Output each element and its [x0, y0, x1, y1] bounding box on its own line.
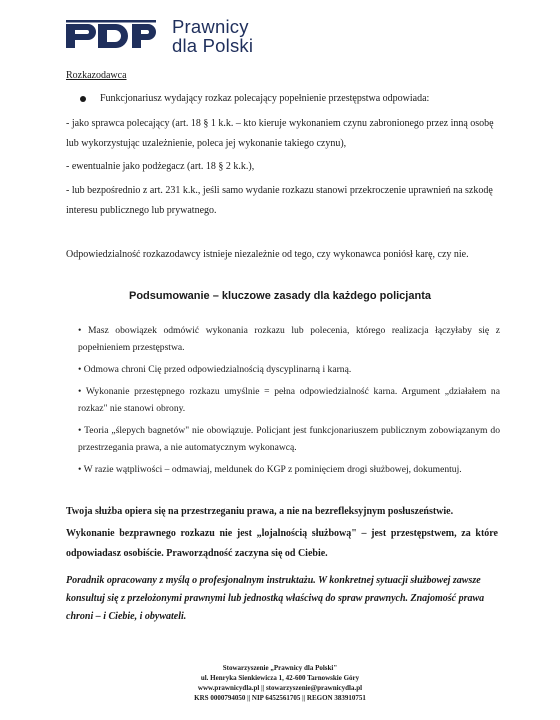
- rules-list: [78, 322, 500, 483]
- brand-name-line1: Prawnicy: [172, 16, 249, 37]
- paragraph-sprawca: - jako sprawca polecający (art. 18 § 1 k.k. – kto kieruje wykonaniem czynu zabronionego przez inną osobę lub wykorzystując uzależnienie, poleca jej wykonanie takiego czynu),: [66, 118, 494, 149]
- summary-title: Podsumowanie – kluczowe zasady dla każdego policjanta: [129, 290, 431, 302]
- footer-registry: KRS 0000794050 || NIP 6452561705 || REGON 383910751: [194, 694, 366, 702]
- rule-item: • Odmowa chroni Cię przed odpowiedzialnością dyscyplinarną i karną.: [78, 364, 352, 375]
- footer-org-name: Stowarzyszenie „Prawnicy dla Polski": [222, 664, 338, 672]
- rule-item: • W razie wątpliwości – odmawiaj, meldunek do KGP z pominięciem drogi służbowej, dokumentuj.: [78, 464, 462, 475]
- brand-name: [172, 17, 253, 55]
- conclusion-line2: Wykonanie bezprawnego rozkazu nie jest „lojalnością służbową" – jest przestępstwem, za które odpowiadasz osobiście. Praworządność zaczyna się od Ciebie.: [66, 528, 498, 559]
- advisory-note: Poradnik opracowany z myślą o profesjonalnym instruktażu. W konkretnej sytuacji służbowej zawsze konsultuj się z przełożonymi prawnymi lub jednostką właściwą do spraw prawnych. Znajomość prawa chroni – i Ciebie, i obywateli.: [66, 575, 485, 622]
- footer-contact: www.prawnicydla.pl || stowarzyszenie@prawnicydla.pl: [197, 684, 363, 692]
- pdp-logo-icon: [66, 20, 156, 52]
- intro-bullet-text: Funkcjonariusz wydający rozkaz polecający popełnienie przestępstwa odpowiada:: [100, 93, 430, 104]
- intro-bullet: [80, 93, 429, 104]
- section-title: Rozkazodawca: [66, 70, 127, 81]
- rule-item: • Masz obowiązek odmówić wykonania rozkazu lub polecenia, którego realizacja łączyłaby się z popełnieniem przestępstwa.: [78, 325, 500, 353]
- bullet-icon: [80, 96, 86, 102]
- rule-item: • Wykonanie przestępnego rozkazu umyślnie = pełna odpowiedzialność karna. Argument „działałem na rozkaz" nie stanowi obrony.: [78, 386, 500, 414]
- header: [66, 16, 253, 56]
- footer-address: ul. Henryka Sienkiewicza 1, 42-600 Tarnowskie Góry: [200, 674, 360, 682]
- brand-name-line2: dla Polski: [172, 35, 254, 56]
- footer: [0, 663, 560, 703]
- rule-item: • Teoria „ślepych bagnetów" nie obowiązuje. Policjant jest funkcjonariuszem publicznym zobowiązanym do przestrzegania prawa, a nie automatycznym wykonawcą.: [78, 425, 500, 453]
- paragraph-podzegacz: - ewentualnie jako podżegacz (art. 18 § 2 k.k.),: [66, 161, 255, 172]
- paragraph-odpowiedzialnosc: Odpowiedzialność rozkazodawcy istnieje niezależnie od tego, czy wykonawca poniósł karę, czy nie.: [66, 249, 469, 260]
- conclusion-line1: Twoja służba opiera się na przestrzeganiu prawa, a nie na bezrefleksyjnym posłuszeństwie.: [66, 506, 454, 517]
- paragraph-art231: - lub bezpośrednio z art. 231 k.k., jeśli samo wydanie rozkazu stanowi przekroczenie uprawnień na szkodę interesu publicznego lub prywatnego.: [66, 185, 493, 216]
